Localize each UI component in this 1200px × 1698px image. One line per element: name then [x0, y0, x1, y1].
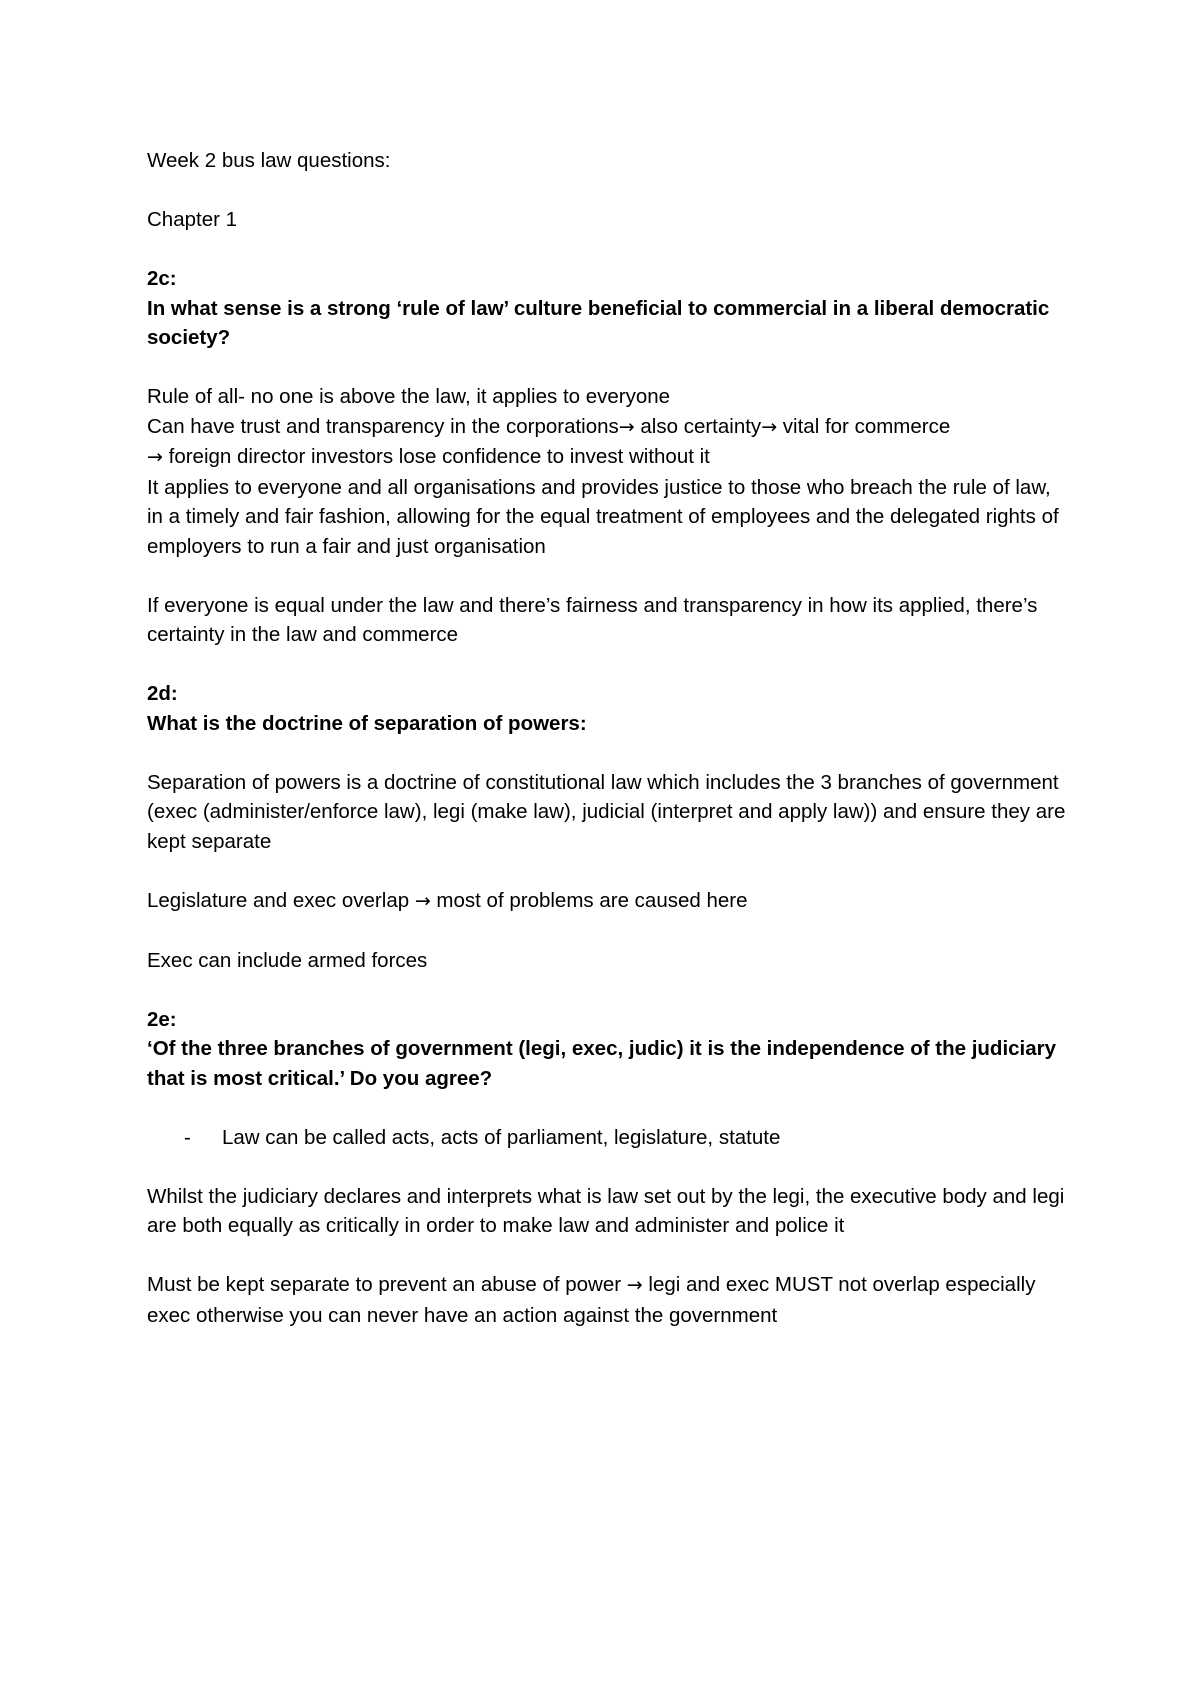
spacer: [147, 235, 1067, 265]
answer-line: Exec can include armed forces: [147, 948, 428, 972]
arrow-icon: →: [414, 889, 431, 912]
answer-text: legi and exec MUST not overlap especially exec otherwise you can never have an action against the government: [147, 1273, 1036, 1327]
answer-text: most of problems are caused here: [430, 888, 748, 912]
question-label-2d: 2d:: [147, 682, 178, 705]
answer-text: also certainty: [634, 414, 762, 438]
spacer: [147, 1241, 1067, 1271]
document-title: Week 2 bus law questions:: [147, 149, 391, 172]
spacer: [147, 856, 1067, 886]
arrow-icon: →: [626, 1274, 643, 1296]
answer-text: foreign director investors lose confidence to invest without it: [162, 445, 710, 468]
arrow-icon: →: [618, 415, 635, 438]
answer-text: Can have trust and transparency in the corporations: [147, 414, 619, 438]
answer-line: [147, 442, 1067, 473]
answer-paragraph: Whilst the judiciary declares and interprets what is law set out by the legi, the executive body and legi are both equally as critically in order to make law and administer and police it: [147, 1184, 1065, 1237]
answer-text: Legislature and exec overlap: [147, 888, 415, 912]
spacer: [147, 738, 1067, 768]
answer-line: Rule of all- no one is above the law, it applies to everyone: [147, 385, 671, 408]
answer-paragraph: If everyone is equal under the law and there’s fairness and transparency in how its applied, there’s certainty in the law and commerce: [147, 593, 1038, 646]
spacer: [147, 916, 1067, 946]
answer-paragraph: It applies to everyone and all organisations and provides justice to those who breach the rule of law, in a timely and fair fashion, allowing for the equal treatment of employees and the delegated rights of employers to run a fair and just organisation: [147, 475, 1059, 558]
spacer: [147, 1093, 1067, 1123]
question-label-2e: 2e:: [147, 1007, 177, 1031]
spacer: [147, 650, 1067, 680]
answer-paragraph: Separation of powers is a doctrine of constitutional law which includes the 3 branches of government (exec (administer/enforce law), legi (make law), judicial (interpret and apply law)) and ensure they are kept separate: [147, 770, 1066, 853]
question-text-2d: What is the doctrine of separation of powers:: [147, 711, 587, 735]
spacer: [147, 561, 1067, 591]
dash-bullet-icon: -: [184, 1125, 191, 1149]
answer-paragraph: [147, 1270, 1067, 1330]
answer-text: vital for commerce: [777, 414, 951, 438]
answer-line: [147, 886, 1067, 917]
list-item-text: Law can be called acts, acts of parliament, legislature, statute: [222, 1125, 781, 1149]
list-item: [147, 1123, 1067, 1153]
arrow-icon: →: [761, 415, 778, 438]
arrow-icon: →: [147, 446, 163, 468]
spacer: [147, 975, 1067, 1005]
spacer: [147, 353, 1067, 383]
question-text-2e: ‘Of the three branches of government (legi, exec, judic) it is the independence of the judiciary that is most critical.’ Do you agree?: [147, 1037, 1057, 1090]
answer-line: [147, 412, 1067, 443]
spacer: [147, 1152, 1067, 1182]
answer-text: Must be kept separate to prevent an abuse of power: [147, 1273, 627, 1296]
question-text-2c: In what sense is a strong ‘rule of law’ culture beneficial to commercial in a liberal democratic society?: [147, 296, 1050, 349]
question-label-2c: 2c:: [147, 267, 177, 290]
spacer: [147, 176, 1067, 206]
chapter-heading: Chapter 1: [147, 208, 238, 231]
document-page: [147, 146, 1067, 1330]
